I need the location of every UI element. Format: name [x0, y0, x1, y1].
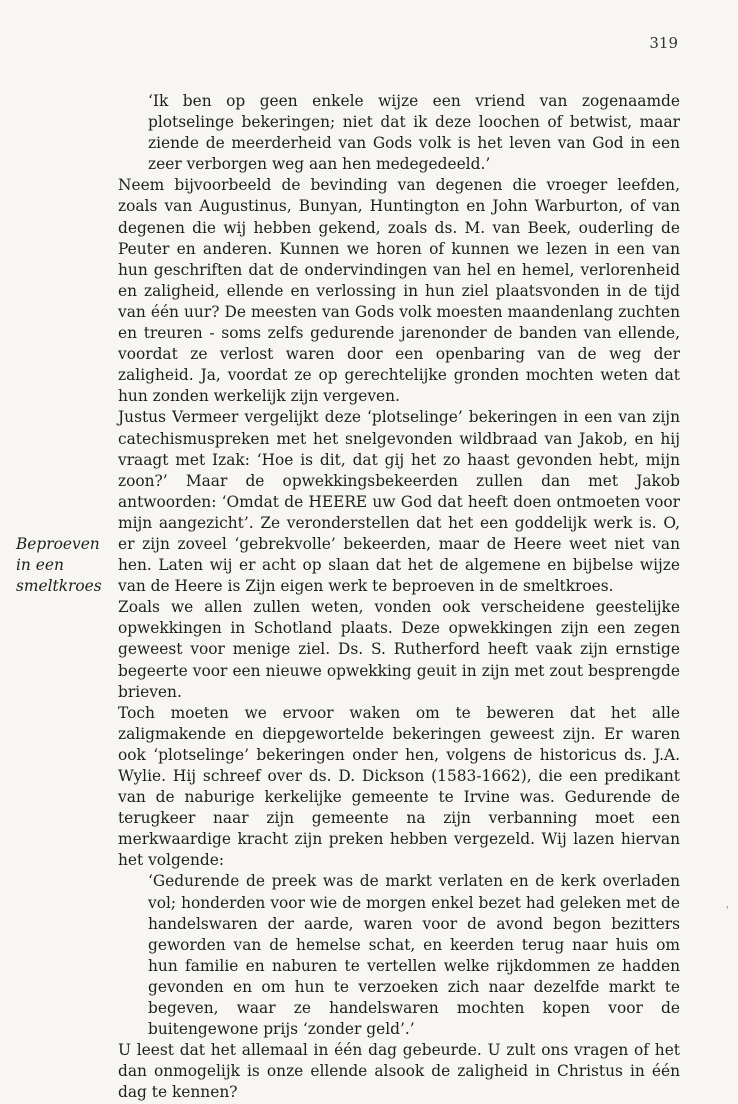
- paragraph: Justus Vermeer vergelijkt deze ‘plotselinge’ bekeringen in een van zijn catechismuspreken met het snelgevonden wildbraad van Jakob, en hij vraagt met Izak: ‘Hoe is dit, dat gij het zo haast gevonden hebt, mijn zoon?’ Maar de opwekkingsbekeerden zullen dan met Jakob antwoorden: ‘Omdat de HEERE uw God dat heeft doen ontmoeten voor mijn aangezicht’. Ze veronderstellen dat het een goddelijk werk is. O, er zijn zoveel ‘gebrekvolle’ bekeerden, maar de Heere weet niet van hen. Laten wij er acht op slaan dat het de algemene en bijbelse wijze van de Heere is Zijn eigen werk te beproeven in de smeltkroes.: [118, 408, 680, 596]
- quote-paragraph: ‘Gedurende de preek was de markt verlaten en de kerk overladen vol; honderden voor wie de morgen enkel bezet had geleken met de handelswaren der aarde, waren voor de avond begon bezitters geworden van de hemelse schat, en keerden terug naar huis om hun familie en naburen te vertellen welke rijkdommen ze hadden gevonden en om hun te verzoeken zich naar dezelfde markt te begeven, waar ze handelswaren mochten kopen voor de buitengewone prijs ‘zonder geld’.’: [148, 872, 680, 1039]
- body-text: [118, 91, 680, 1104]
- margin-note-line: in een: [16, 556, 64, 575]
- scan-speck: ': [726, 906, 729, 916]
- margin-note-line: Beproeven: [16, 535, 100, 553]
- paragraph: U leest dat het allemaal in één dag gebeurde. U zult ons vragen of het dan onmogelijk is onze ellende alsook de zaligheid in Christus in één dag te kennen?: [118, 1041, 680, 1102]
- paragraph: Zoals we allen zullen weten, vonden ook verscheidene geestelijke opwekkingen in Schotland plaats. Deze opwekkingen zijn een zegen geweest voor menige ziel. Ds. S. Rutherford heeft vaak zijn ernstige begeerte voor een nieuwe opwekking geuit in zijn met zout besprengde brieven.: [118, 598, 680, 701]
- paragraph: Toch moeten we ervoor waken om te beweren dat het alle zaligmakende en diepgewortelde bekeringen geweest zijn. Er waren ook ‘plotselinge’ bekeringen onder hen, volgens de historicus ds. J.A. Wylie. Hij schreef over ds. D. Dickson (1583-1662), die een predikant van de naburige kerkelijke gemeente te Irvine was. Gedurende de terugkeer naar zijn gemeente na zijn verbanning moet een merkwaardige kracht zijn preken hebben vergezeld. Wij lazen hiervan het volgende:: [118, 703, 680, 870]
- margin-note: [16, 534, 116, 597]
- quote-paragraph: ‘Ik ben op geen enkele wijze een vriend van zogenaamde plotselinge bekeringen; niet dat ik deze loochen of betwist, maar ziende de meerderheid van Gods volk is het leven van God in een zeer verborgen weg aan hen medegedeeld.’: [148, 92, 680, 174]
- paragraph: Neem bijvoorbeeld de bevinding van degenen die vroeger leefden, zoals van Augustinus, Bunyan, Huntington en John Warburton, of van degenen die wij hebben gekend, zoals ds. M. van Beek, ouderling de Peuter en anderen. Kunnen we horen of kunnen we lezen in een van hun geschriften dat de ondervindingen van hel en hemel, verlorenheid en zaligheid, ellende en verlossing in hun ziel plaatsvonden in de tijd van één uur? De meesten van Gods volk moesten maandenlang zuchten en treuren - soms zelfs gedurende jarenonder de banden van ellende, voordat ze verlost waren door een openbaring van de weg der zaligheid. Ja, voordat ze op gerechtelijke gronden mochten weten dat hun zonden werkelijk zijn vergeven.: [118, 176, 680, 406]
- page-number: 319: [649, 34, 678, 52]
- margin-note-line: smeltkroes: [16, 577, 102, 596]
